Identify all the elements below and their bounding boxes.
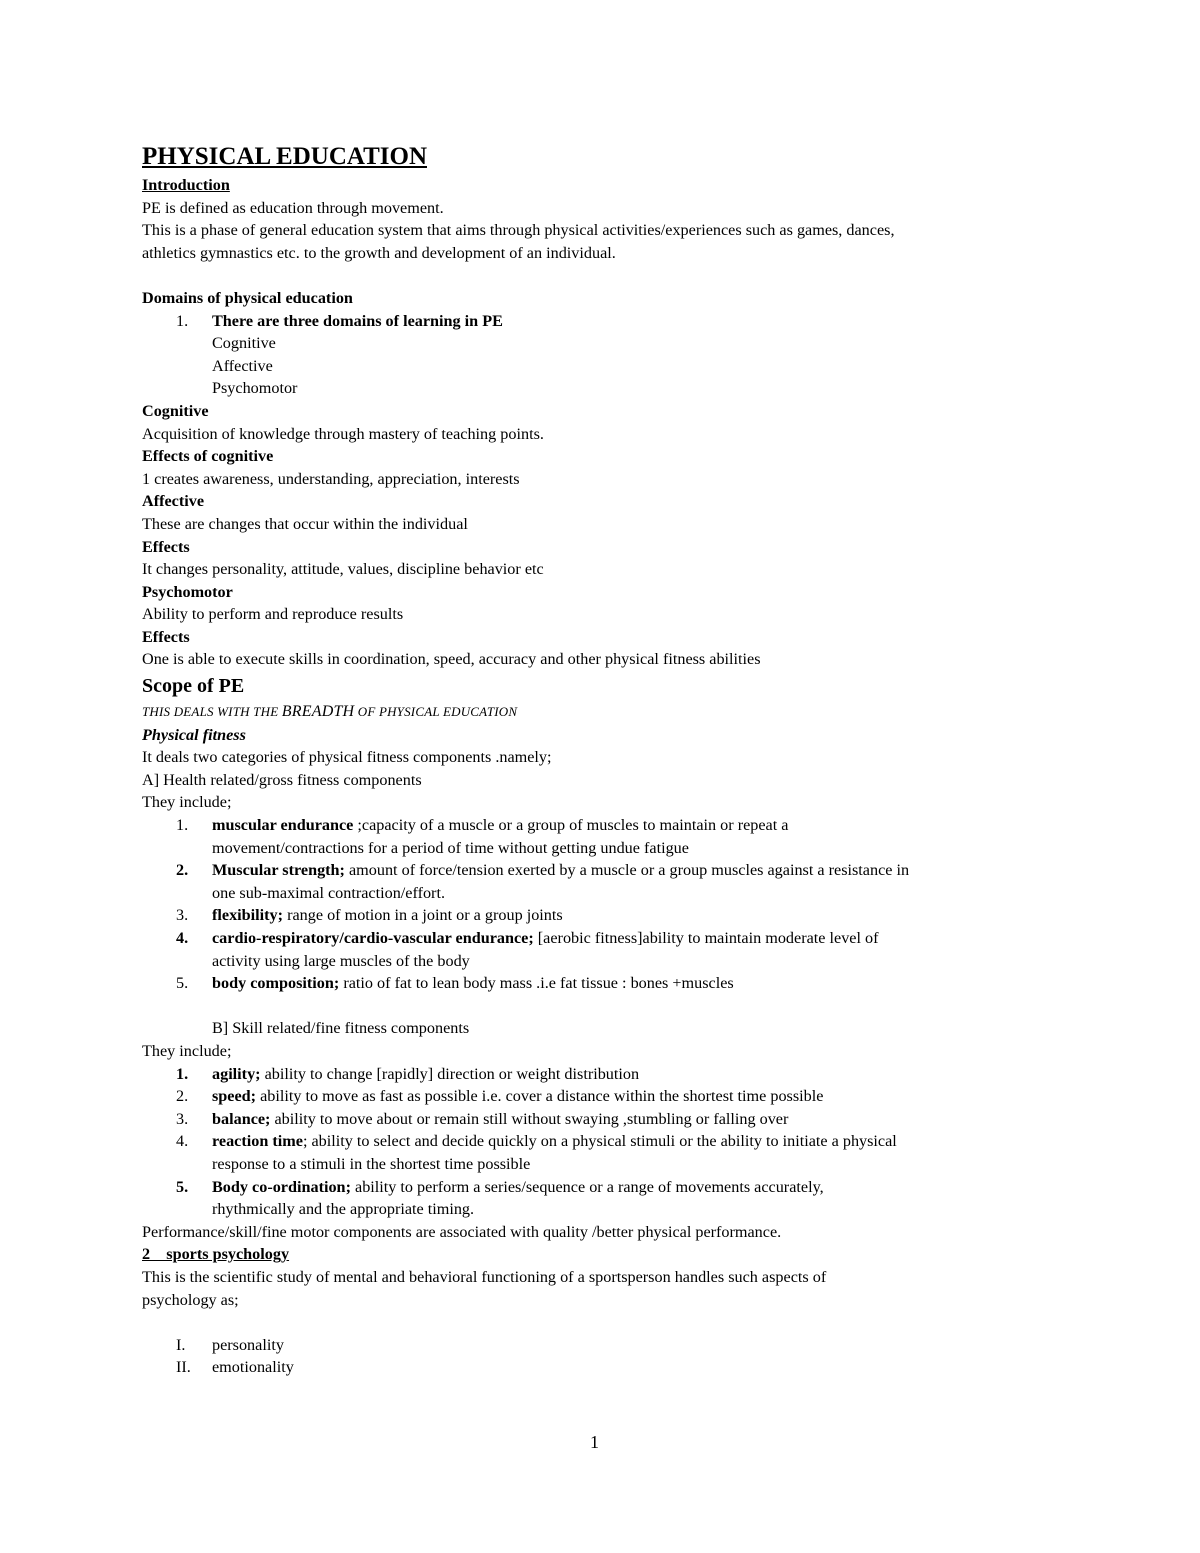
term: muscular endurance [212, 816, 354, 835]
list-item [142, 1130, 1082, 1175]
list-text: There are three domains of learning in PE [212, 311, 503, 330]
subheading: Effects of cognitive [142, 447, 274, 466]
domain-name: Affective [212, 356, 273, 375]
intro-line: athletics gymnastics etc. to the growth and development of an individual. [142, 243, 616, 262]
list-number: 1. [176, 311, 189, 330]
list-item [142, 1334, 1082, 1357]
list-number: 3. [176, 1109, 189, 1128]
scope-heading: Scope of PE [142, 675, 245, 698]
definition: ;capacity of a muscle or a group of muscles to maintain or repeat a [353, 816, 789, 835]
list-item [142, 927, 1082, 972]
list-item [142, 1108, 1082, 1131]
definition-continued: response to a stimuli in the shortest time possible [212, 1154, 531, 1173]
body-text: This is the scientific study of mental and behavioral functioning of a sportsperson handles such aspects of [142, 1267, 827, 1286]
intro-line: This is a phase of general education system that aims through physical activities/experiences such as games, dances, [142, 221, 895, 240]
definition-continued: rhythmically and the appropriate timing. [212, 1200, 475, 1219]
subheading: Psychomotor [142, 582, 233, 601]
psychology-aspects-list [142, 1334, 1082, 1379]
list-number: 4. [176, 929, 189, 947]
body-text: Ability to perform and reproduce results [142, 605, 404, 624]
body-text: Performance/skill/fine motor components are associated with quality /better physical performance. [142, 1222, 782, 1241]
list-number: 2. [176, 861, 189, 880]
list-number: 4. [176, 1132, 189, 1151]
domain-name: Psychomotor [212, 379, 298, 398]
domains-list [142, 310, 1082, 333]
term: Body co-ordination; [212, 1177, 351, 1196]
body-text: They include; [142, 1041, 232, 1060]
term: Muscular strength; [212, 861, 345, 880]
list-number: II. [176, 1358, 191, 1377]
body-text: 1 creates awareness, understanding, appreciation, interests [142, 469, 520, 488]
definition: personality [212, 1335, 284, 1354]
definition-continued: activity using large muscles of the body [212, 951, 470, 970]
sports-psychology-heading [142, 1243, 1082, 1266]
list-item [142, 1356, 1082, 1379]
term: body composition; [212, 974, 340, 993]
list-number: 3. [176, 906, 189, 925]
list-number: 1. [176, 816, 189, 835]
body-text: Acquisition of knowledge through mastery of teaching points. [142, 424, 544, 443]
body-text: It changes personality, attitude, values, discipline behavior etc [142, 560, 544, 579]
term: balance; [212, 1109, 271, 1128]
definition-continued: movement/contractions for a period of time without getting undue fatigue [212, 838, 689, 857]
intro-line: PE is defined as education through movement. [142, 198, 444, 217]
list-item [142, 1085, 1082, 1108]
term: reaction time [212, 1132, 303, 1151]
scope-breadth-line [142, 701, 1082, 724]
definition: ability to perform a series/sequence or a range of movements accurately, [350, 1177, 824, 1196]
definition: ratio of fat to lean body mass .i.e fat tissue : bones +muscles [339, 974, 734, 993]
list-item [142, 904, 1082, 927]
definition: [aerobic fitness]ability to maintain moderate level of [533, 929, 879, 947]
definition: range of motion in a joint or a group joints [283, 906, 563, 925]
body-text: It deals two categories of physical fitness components .namely; [142, 748, 552, 767]
subheading: Cognitive [142, 401, 209, 420]
skill-components-list [142, 1063, 1082, 1221]
health-components-heading: A] Health related/gross fitness components [142, 770, 422, 789]
definition: ability to move as fast as possible i.e. cover a distance within the shortest time possible [256, 1087, 824, 1106]
list-item [142, 814, 1082, 859]
page-number: 1 [590, 1432, 599, 1452]
definition: ability to change [rapidly] direction or weight distribution [260, 1064, 640, 1083]
intro-heading: Introduction [142, 176, 230, 194]
definition: amount of force/tension exerted by a muscle or a group muscles against a resistance in [344, 861, 910, 880]
domains-heading: Domains of physical education [142, 288, 353, 307]
subheading: Effects [142, 537, 190, 556]
skill-components-heading: B] Skill related/fine fitness components [212, 1019, 470, 1038]
body-text: They include; [142, 793, 232, 812]
heading-text: 2 sports psychology [142, 1245, 290, 1264]
body-text: One is able to execute skills in coordination, speed, accuracy and other physical fitness abilities [142, 650, 761, 669]
definition: ability to move about or remain still without swaying ,stumbling or falling over [270, 1109, 789, 1128]
list-item [142, 310, 1082, 333]
health-components-list [142, 814, 1082, 995]
term: cardio-respiratory/cardio-vascular endurance; [212, 929, 534, 947]
subheading: Affective [142, 492, 205, 511]
term: agility; [212, 1064, 261, 1083]
list-number: 1. [176, 1064, 189, 1083]
list-item [142, 1176, 1082, 1221]
list-number: I. [176, 1335, 186, 1354]
list-item [142, 859, 1082, 904]
breadth-emphasis: BREADTH [281, 703, 355, 721]
list-item [142, 1063, 1082, 1086]
subheading: Effects [142, 627, 190, 646]
definition: emotionality [212, 1358, 294, 1377]
breadth-text: THIS DEALS WITH THE [142, 704, 282, 720]
domain-name: Cognitive [212, 334, 276, 353]
list-number: 5. [176, 974, 189, 993]
physical-fitness-heading: Physical fitness [142, 725, 246, 744]
body-text: These are changes that occur within the individual [142, 514, 468, 533]
definition-continued: one sub-maximal contraction/effort. [212, 883, 445, 902]
document-body [142, 140, 1082, 1379]
list-item [142, 972, 1082, 995]
list-number: 5. [176, 1177, 189, 1196]
breadth-text: OF PHYSICAL EDUCATION [354, 704, 518, 720]
body-text: psychology as; [142, 1290, 239, 1309]
list-number: 2. [176, 1087, 189, 1106]
definition: ; ability to select and decide quickly on a physical stimuli or the ability to initiate a physical [302, 1132, 897, 1151]
term: flexibility; [212, 906, 284, 925]
document-title: PHYSICAL EDUCATION [142, 143, 427, 170]
term: speed; [212, 1087, 257, 1106]
